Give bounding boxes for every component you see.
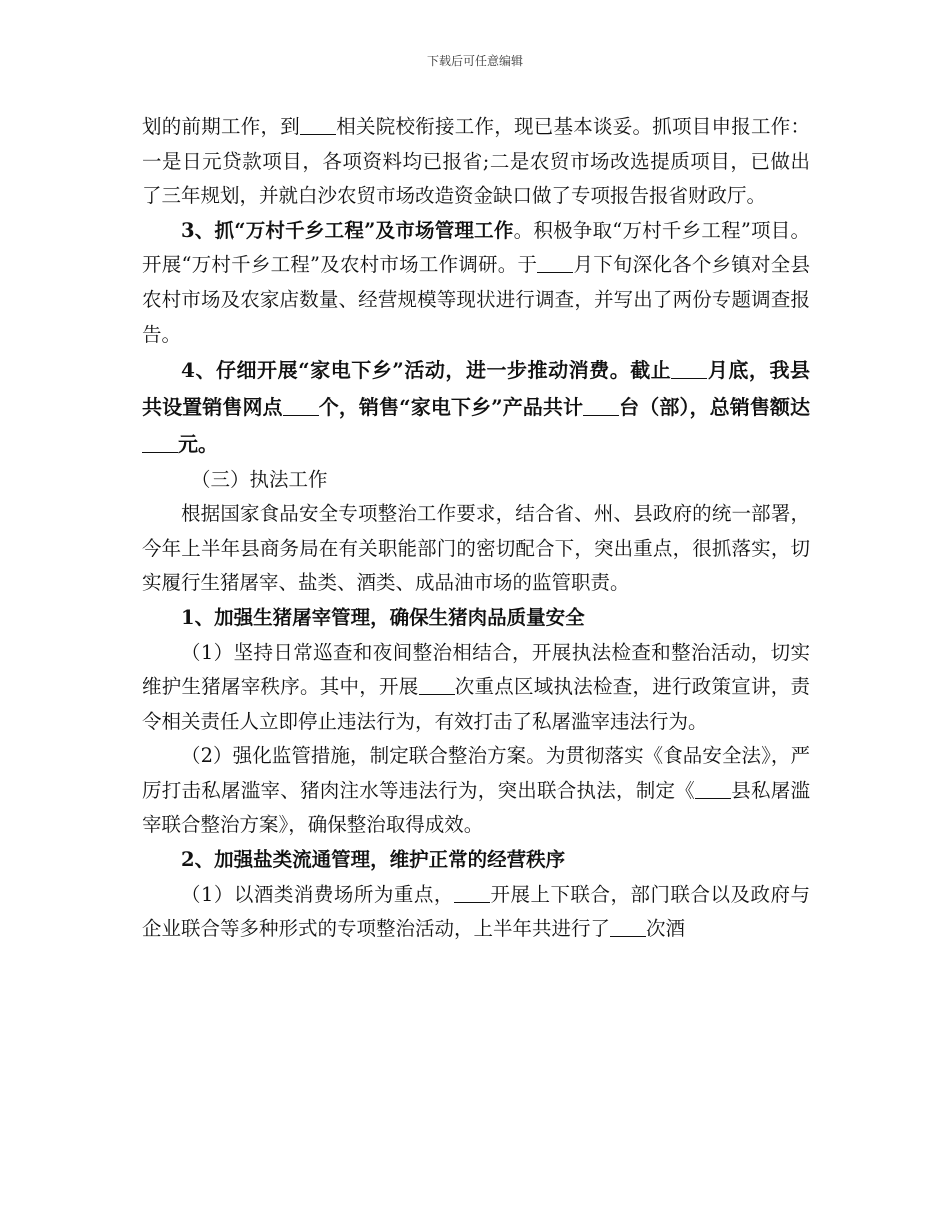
text-run: （1）以酒类消费场所为重点， [181,882,454,906]
paragraph-food-safety: 根据国家食品安全专项整治工作要求，结合省、州、县政府的统一部署，今年上半年县商务局在有关职能部门的密切配合下，突出重点，很抓落实，切实履行生猪屠宰、盐类、酒类、成品油市场的监管职责。 [142,502,810,595]
heading-pig-slaughter: 1、加强生猪屠宰管理，确保生猪肉品质量安全 [181,605,585,629]
text-run: 划的前期工作，到 [142,115,300,138]
paragraph-appliances-to-countryside [142,352,810,462]
section-heading-enforcement: （三）执法工作 [191,467,328,491]
text-run: 台（部），总销售额达 [619,394,811,419]
page-header-note: 下载后可任意编辑 [426,54,523,68]
blank-field [454,882,490,903]
text-run: 。积极争取“万村千乡工程”项目。开展“万村千乡工程”及农村市场工作调研。于 [142,218,810,277]
paragraph-market-management [142,214,810,352]
paragraph-alcohol-venues [142,878,810,947]
text-run: （1）坚持日常巡查和夜间整治相结合，开展执法检查和整治活动，切实维护生猪屠宰秩序。其中，开展 [142,640,810,699]
text-run: 相关院校衔接工作，现已基本谈妥。抓项目申报工作：一是日元贷款项目，各项资料均已报省;二是农贸市场改选提质项目，已做出了三年规划，并就白沙农贸市场改造资金缺口做了专项报告报省财政厅。 [142,115,810,208]
text-run: 县私屠滥宰联合整治方案》，确保整治取得成效。 [142,778,810,837]
blank-field [283,395,319,416]
heading-salt-circulation: 2、加强盐类流通管理，维护正常的经营秩序 [181,848,566,872]
text-run: 次酒 [646,917,686,941]
blank-field [142,432,178,453]
blank-field [537,253,573,274]
text-run: 次重点区域执法检查，进行政策宣讲，责令相关责任人立即停止违法行为，有效打击了私屠滥宰违法行为。 [142,675,810,733]
blank-field [671,358,707,379]
text-run: 月下旬深化各个乡镇对全县农村市场及农家店数量、经营规模等现状进行调查，并写出了两份专题调查报告。 [142,253,810,346]
blank-field [610,917,646,938]
text-run: 月底，我县共设置销售网点 [142,358,810,419]
section-lead: 3、抓“万村千乡工程”及市场管理工作 [181,218,514,242]
text-run: 4、仔细开展“家电下乡”活动，进一步推动消费。截止 [181,358,672,383]
text-run: 元。 [178,431,218,456]
text-run: 开展上下联合，部门联合以及政府与企业联合等多种形式的专项整治活动，上半年共进行了 [142,882,810,941]
blank-field [419,675,455,696]
paragraph-project-work [142,110,810,214]
paragraph-joint-remediation [142,739,810,843]
blank-field [300,115,336,136]
blank-field [695,778,731,799]
paragraph-daily-inspection [142,636,810,740]
document-body [142,110,810,947]
blank-field [583,395,619,416]
text-run: 个，销售“家电下乡”产品共计 [318,394,584,419]
text-run: （2）强化监管措施，制定联合整治方案。为贯彻落实《食品安全法》，严厉打击私屠滥宰、猪肉注水等违法行为，突出联合执法，制定《 [142,744,810,802]
